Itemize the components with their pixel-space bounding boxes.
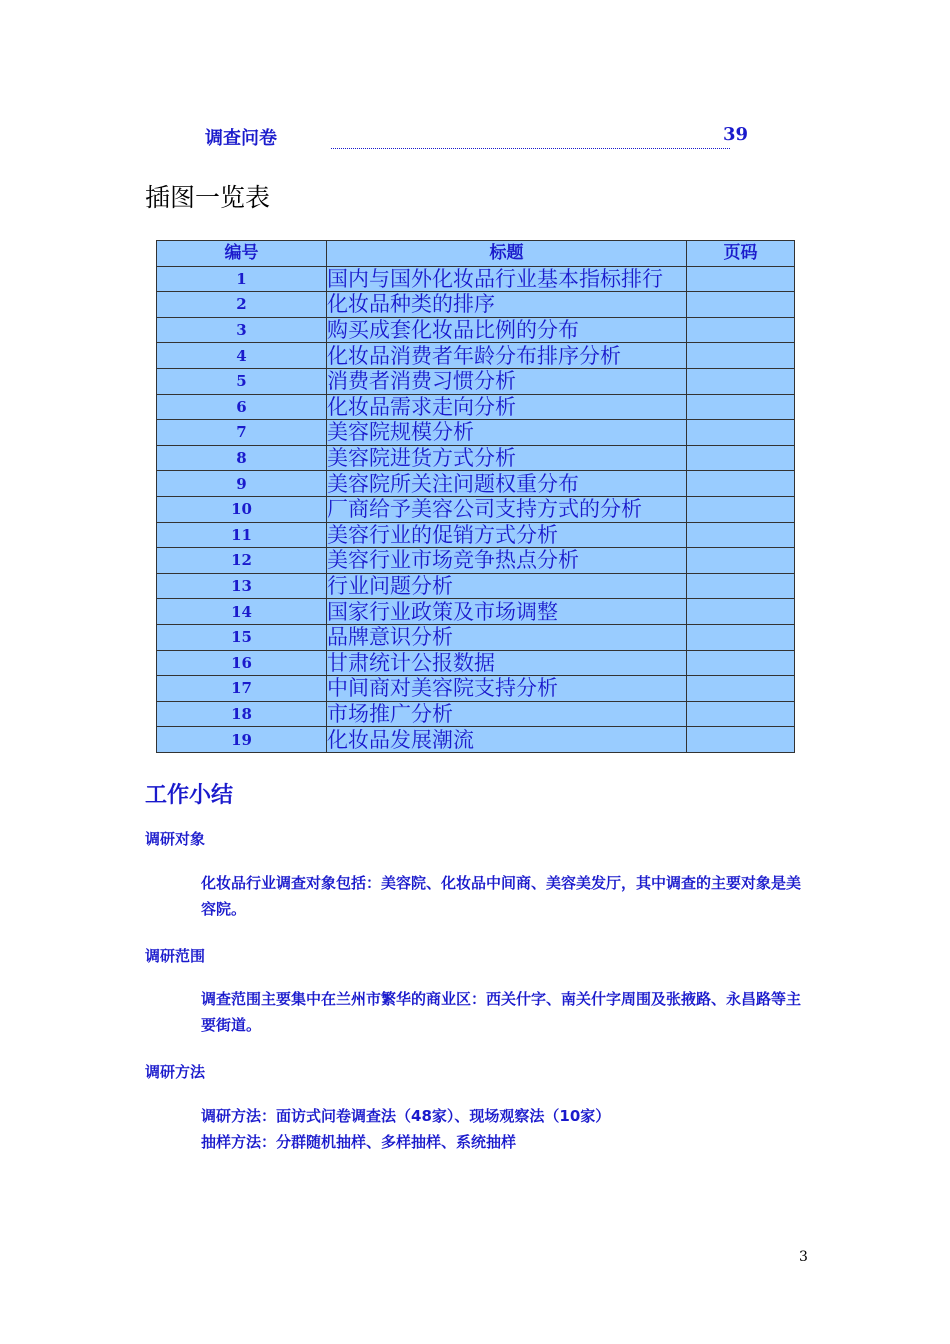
table-header-row [157,241,795,267]
figure-page [687,368,795,394]
figure-title: 品牌意识分析 [327,624,687,650]
figure-page [687,727,795,753]
figures-list-heading: 插图一览表 [145,183,271,212]
table-row [157,496,795,522]
figure-page [687,317,795,343]
figure-title: 行业问题分析 [327,573,687,599]
figure-page [687,266,795,292]
toc-leader-dots [331,148,730,149]
figure-number: 9 [157,471,327,497]
figure-page [687,292,795,318]
table-row [157,727,795,753]
figure-number: 13 [157,573,327,599]
figure-title: 化妆品发展潮流 [327,727,687,753]
figure-number: 11 [157,522,327,548]
table-row [157,317,795,343]
figure-title: 消费者消费习惯分析 [327,368,687,394]
figure-number: 14 [157,599,327,625]
table-row [157,266,795,292]
table-row [157,624,795,650]
table-row [157,471,795,497]
toc-page-number: 39 [722,124,748,145]
figure-number: 4 [157,343,327,369]
figure-number: 15 [157,624,327,650]
figure-number: 17 [157,676,327,702]
object-heading: 调研对象 [145,830,206,848]
toc-entry[interactable] [205,124,750,152]
figure-title: 美容行业的促销方式分析 [327,522,687,548]
figure-page [687,573,795,599]
figure-title: 国内与国外化妆品行业基本指标排行 [327,266,687,292]
figure-page [687,343,795,369]
figure-number: 7 [157,420,327,446]
figure-page [687,420,795,446]
figures-table [156,240,795,753]
scope-heading: 调研范围 [145,947,206,965]
figure-title: 美容院进货方式分析 [327,445,687,471]
figure-page [687,548,795,574]
table-row [157,445,795,471]
figure-number: 16 [157,650,327,676]
figure-title: 美容院规模分析 [327,420,687,446]
table-row [157,548,795,574]
figure-title: 化妆品需求走向分析 [327,394,687,420]
figure-number: 18 [157,701,327,727]
toc-label: 调查问卷 [205,128,277,149]
figure-page [687,624,795,650]
figure-number: 3 [157,317,327,343]
table-row [157,522,795,548]
table-row [157,368,795,394]
figure-page [687,701,795,727]
object-paragraph: 化妆品行业调查对象包括：美容院、化妆品中间商、美容美发厅，其中调查的主要对象是美容院。 [201,874,802,918]
figure-page [687,599,795,625]
figure-number: 8 [157,445,327,471]
table-row [157,394,795,420]
figure-number: 10 [157,496,327,522]
figure-number: 2 [157,292,327,318]
page-number: 3 [799,1249,808,1265]
figure-number: 5 [157,368,327,394]
figure-page [687,522,795,548]
figure-title: 化妆品消费者年龄分布排序分析 [327,343,687,369]
figure-page [687,471,795,497]
table-row [157,573,795,599]
figure-title: 厂商给予美容公司支持方式的分析 [327,496,687,522]
header-page: 页码 [687,241,795,267]
summary-title: 工作小结 [145,783,234,808]
header-number: 编号 [157,241,327,267]
figure-page [687,394,795,420]
figure-title: 美容行业市场竞争热点分析 [327,548,687,574]
figure-number: 6 [157,394,327,420]
figure-page [687,676,795,702]
header-title: 标题 [327,241,687,267]
method-heading: 调研方法 [145,1063,206,1081]
scope-paragraph: 调查范围主要集中在兰州市繁华的商业区：西关什字、南关什字周围及张掖路、永昌路等主要街道。 [201,990,802,1034]
figure-page [687,445,795,471]
figure-title: 国家行业政策及市场调整 [327,599,687,625]
figure-title: 化妆品种类的排序 [327,292,687,318]
table-row [157,343,795,369]
table-row [157,650,795,676]
figure-page [687,650,795,676]
table-row [157,701,795,727]
method-line-1: 调研方法：面访式问卷调查法（48家）、现场观察法（10家） [201,1107,611,1125]
figure-title: 购买成套化妆品比例的分布 [327,317,687,343]
figure-page [687,496,795,522]
table-row [157,420,795,446]
figure-title: 市场推广分析 [327,701,687,727]
figure-number: 19 [157,727,327,753]
table-row [157,676,795,702]
figure-number: 12 [157,548,327,574]
figure-title: 甘肃统计公报数据 [327,650,687,676]
figure-title: 美容院所关注问题权重分布 [327,471,687,497]
table-row [157,599,795,625]
figure-number: 1 [157,266,327,292]
figure-title: 中间商对美容院支持分析 [327,676,687,702]
method-line-2: 抽样方法：分群随机抽样、多样抽样、系统抽样 [201,1133,517,1151]
table-row [157,292,795,318]
